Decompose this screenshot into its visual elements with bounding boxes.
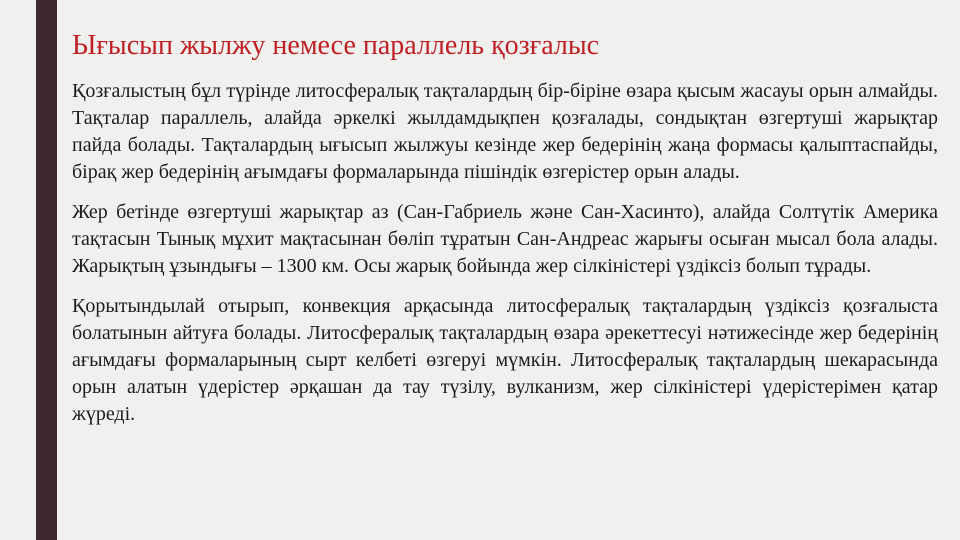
body-paragraph-1: Қозғалыстың бұл түрінде литосфералық тақталардың бір-біріне өзара қысым жасауы орын алмайды. Тақталар параллель, алайда әркелкі жылдамдықпен қозғалады, сондықтан өзгертуші жарықтар пайда болады. Тақталардың ығысып жылжуы кезінде жер бедерінің жаңа формасы қалыптаспайды, бірақ жер бедерінің ағымдағы формаларында пішіндік өзгерістер орын алады. [72,80,938,183]
body-paragraph-2: Жер бетінде өзгертуші жарықтар аз (Сан-Габриель және Сан-Хасинто), алайда Солтүтік Америка тақтасын Тынық мұхит мақтасынан бөліп тұратын Сан-Андреас жарығы осыған мысал бола алады. Жарықтың ұзындығы – 1300 км. Осы жарық бойында жер сілкіністері үздіксіз болып тұрады. [72,201,938,277]
body-paragraph-3: Қорытындылай отырып, конвекция арқасында литосфералық тақталардың үздіксіз қозғалыста болатынын айтуға болады. Литосфералық тақталардың өзара әрекеттесуі нәтижесінде жер бедерінің ағымдағы формаларының сырт келбеті өзгеруі мүмкін. Литосфералық тақталардың шекарасында орын алатын үдерістер әрқашан да тау түзілу, вулканизм, жер сілкіністері үдерістерімен қатар жүреді. [72,295,938,425]
slide-title: Ығысып жылжу немесе параллель қозғалыс [72,30,600,61]
accent-bar [36,0,57,540]
slide-content [72,28,938,441]
